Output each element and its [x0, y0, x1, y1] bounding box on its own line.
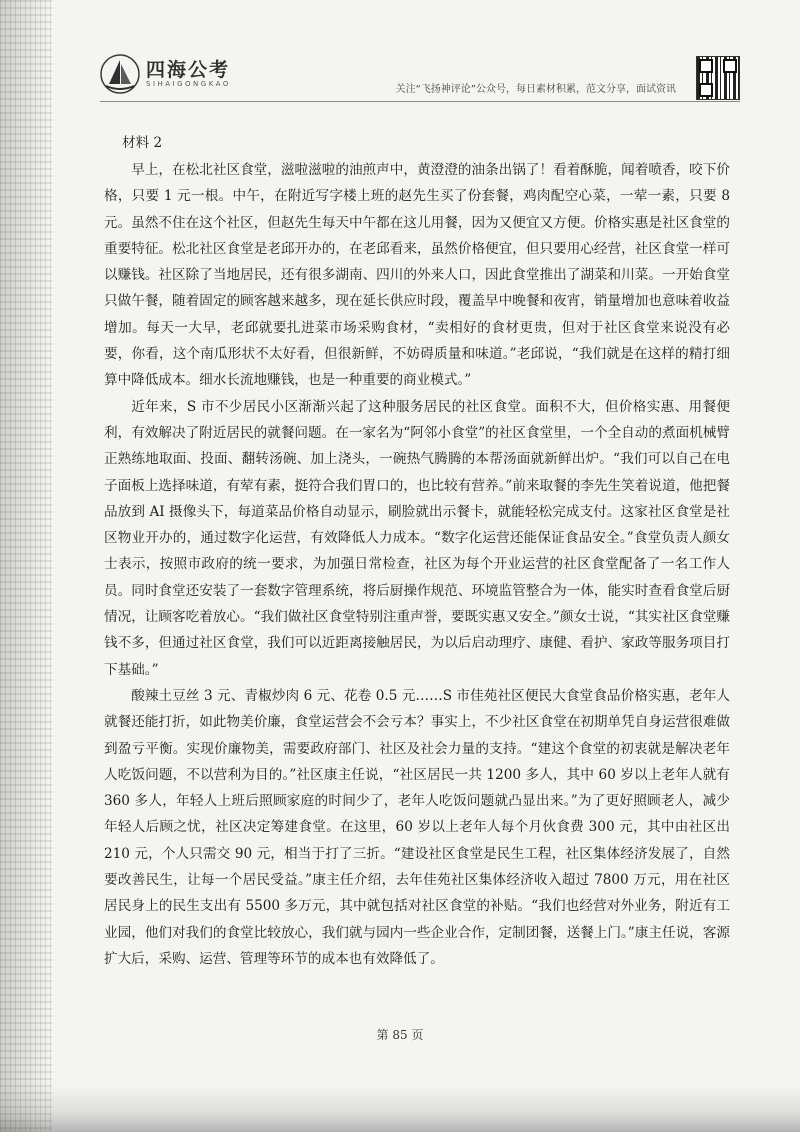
- page-number: 第 85 页: [376, 1028, 424, 1042]
- brand-name: 四海公考: [146, 59, 231, 81]
- paragraph: 近年来，S 市不少居民小区渐渐兴起了这种服务居民的社区食堂。面积不大，但价格实惠、用餐便利，有效解决了附近居民的就餐问题。在一家名为“阿邻小食堂”的社区食堂里，一个全自动的煮面机械臂正熟练地取面、投面、翻转汤碗、加上浇头，一碗热气腾腾的本帮汤面就新鲜出炉。“我们可以自己在电子面板上选择味道，有荤有素，挺符合我们胃口的，也比较有营养。”前来取餐的李先生笑着说道，他把餐品放到 AI 摄像头下，每道菜品价格自动显示，刷脸就出示餐卡，就能轻松完成支付。这家社区食堂是社区物业开办的，通过数字化运营，有效降低人力成本。“数字化运营还能保证食品安全。”食堂负责人颜女士表示，按照市政府的统一要求，为加强日常检查，社区为每个开业运营的社区食堂配备了一名工作人员。同时食堂还安装了一套数字管理系统，将后厨操作规范、环境监管整合为一体，能实时查看食堂后厨情况，让顾客吃着放心。“我们做社区食堂特别注重声誉，要既实惠又安全。”颜女士说，“其实社区食堂赚钱不多，但通过社区食堂，我们可以近距离接触居民，为以后启动理疗、康健、看护、家政等服务项目打下基础。”: [104, 398, 730, 678]
- qr-finder-pattern: [699, 83, 713, 97]
- sailboat-logo-icon: [100, 54, 140, 94]
- paragraph: 早上，在松北社区食堂，滋啦滋啦的油煎声中，黄澄澄的油条出锅了！看着酥脆，闻着喷香，咬下价格，只要 1 元一根。中午，在附近写字楼上班的赵先生买了份套餐，鸡肉配空心菜，一荤一素，只要 8 元。虽然不住在这个社区，但赵先生每天中午都在这儿用餐，因为又便宜又方便。价格实惠是社区食堂的重要特征。松北社区食堂是老邱开办的，在老邱看来，虽然价格便宜，但只要用心经营，社区食堂一样可以赚钱。社区除了当地居民，还有很多湖南、四川的外来人口，因此食堂推出了湖菜和川菜。一开始食堂只做午餐，随着固定的顾客越来越多，现在延长供应时段，覆盖早中晚餐和夜宵，销量增加也意味着收益增加。每天一大早，老邱就要扎进菜市场采购食材，“卖相好的食材更贵，但对于社区食堂来说没有必要，你看，这个南瓜形状不太好看，但很新鲜，不妨碍质量和味道。”老邱说，“我们就是在这样的精打细算中降低成本。细水长流地赚钱，也是一种重要的商业模式。”: [104, 162, 730, 389]
- header-tagline: 关注“飞扬神评论”公众号，每日素材积累，范文分享，面试资讯: [395, 84, 676, 95]
- scan-bottom-band: [0, 1085, 800, 1132]
- header-divider: [100, 101, 740, 102]
- qr-finder-pattern: [699, 59, 713, 73]
- qr-code-icon: [696, 56, 740, 100]
- page-header: [100, 52, 740, 104]
- paragraph: 酸辣土豆丝 3 元、青椒炒肉 6 元、花卷 0.5 元……S 市佳苑社区便民大食堂食品价格实惠，老年人就餐还能打折，如此物美价廉，食堂运营会不会亏本？事实上，不少社区食堂在初期单凭自身运营很难做到盈亏平衡。实现价廉物美，需要政府部门、社区及社会力量的支持。“建这个食堂的初衷就是解决老年人吃饭问题，不以营利为目的。”社区康主任说，“社区居民一共 1200 多人，其中 60 岁以上老年人就有 360 多人，年轻人上班后照顾家庭的时间少了，老年人吃饭问题就凸显出来。”为了更好照顾老人，减少年轻人后顾之忧，社区决定筹建食堂。在这里，60 岁以上老年人每个月伙食费 300 元，其中由社区出 210 元，个人只需交 90 元，相当于打了三折。“建设社区食堂是民生工程，社区集体经济发展了，自然要改善民生，让每一个居民受益。”康主任介绍，去年佳苑社区集体经济收入超过 7800 万元，用在社区居民身上的民生支出有 5500 多万元，其中就包括对社区食堂的补贴。“我们也经营对外业务，附近有工业园，他们对我们的食堂比较放心，我们就与园内一些企业合作，定制团餐，送餐上门。”康主任说，客源扩大后，采购、运营、管理等环节的成本也有效降低了。: [104, 687, 730, 967]
- brand-subtitle: SIHAIGONGKAO: [146, 80, 231, 88]
- document-body: [104, 157, 730, 972]
- section-title: 材料 2: [122, 135, 163, 151]
- qr-finder-pattern: [723, 59, 737, 73]
- scan-shadow-edge: [0, 0, 52, 1132]
